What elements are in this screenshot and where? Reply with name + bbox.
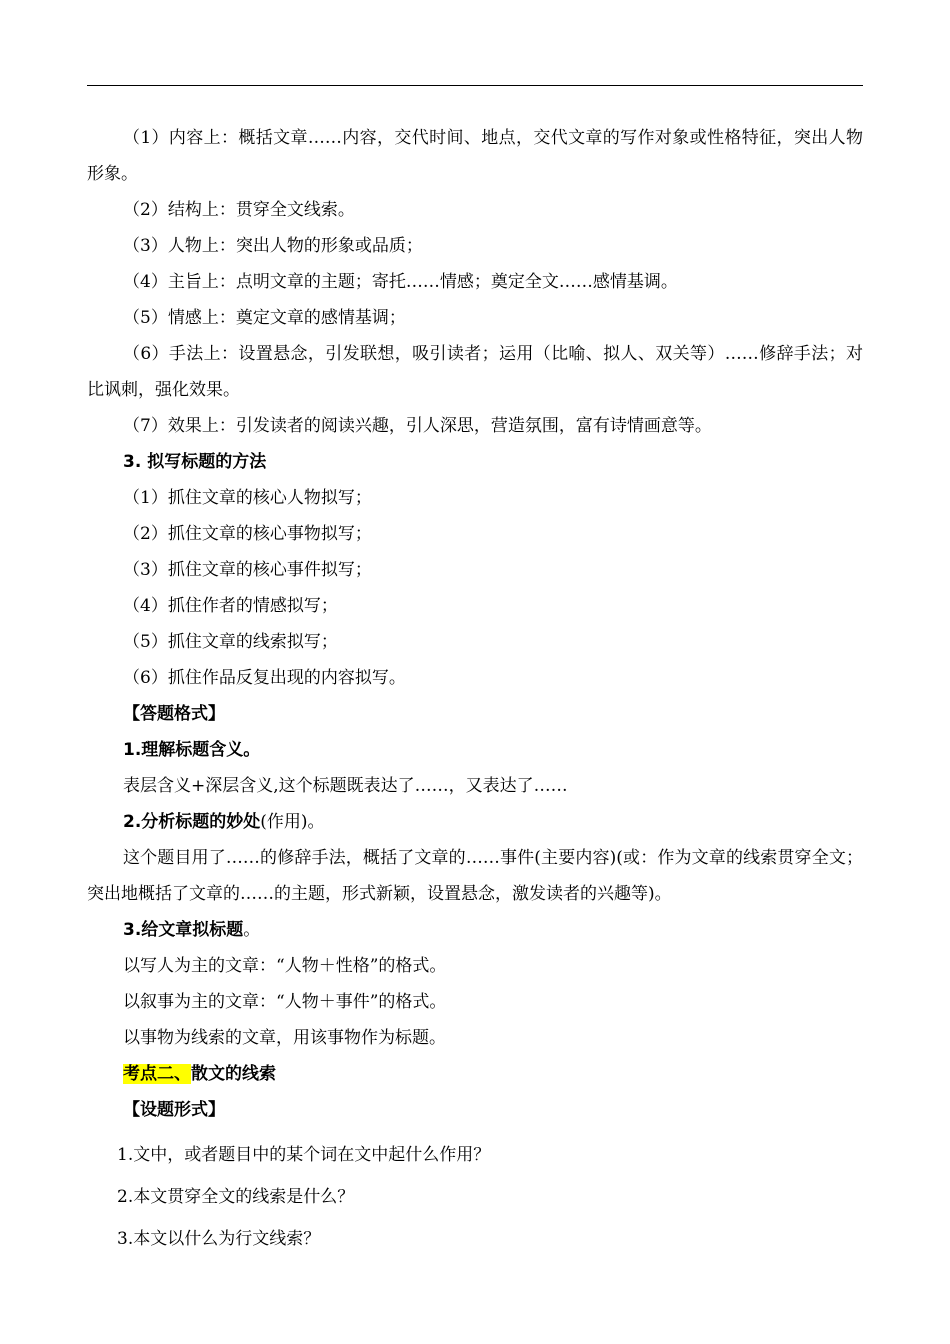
- answer-format-3-line: 以事物为线索的文章，用该事物作为标题。: [123, 1028, 446, 1048]
- method-item: （4）抓住作者的情感拟写；: [123, 596, 338, 616]
- answer-format-1-heading: 1.理解标题含义。: [123, 740, 261, 760]
- answer-format-2-heading-rest: (作用)。: [260, 812, 325, 832]
- answer-format-2-heading-bold: 2.分析标题的妙处: [123, 812, 261, 832]
- key-point-2-title: 散文的线索: [191, 1064, 276, 1084]
- function-item: （6）手法上：设置悬念，引发联想，吸引读者；运用（比喻、拟人、双关等）……修辞手法；对比讽刺，强化效果。: [87, 344, 863, 400]
- method-item: （2）抓住文章的核心事物拟写；: [123, 524, 372, 544]
- function-item: （2）结构上：贯穿全文线索。: [123, 200, 355, 220]
- question-item: 2.本文贯穿全文的线索是什么？: [117, 1187, 355, 1207]
- document-body: [87, 120, 863, 1260]
- method-item: （3）抓住文章的核心事件拟写；: [123, 560, 372, 580]
- method-item: （6）抓住作品反复出现的内容拟写。: [123, 668, 406, 688]
- header-rule: [87, 85, 863, 86]
- function-item: （1）内容上：概括文章……内容，交代时间、地点，交代文章的写作对象或性格特征，突出人物形象。: [87, 128, 863, 184]
- function-item: （7）效果上：引发读者的阅读兴趣，引人深思，营造氛围，富有诗情画意等。: [123, 416, 712, 436]
- method-item: （1）抓住文章的核心人物拟写；: [123, 488, 372, 508]
- key-point-2-heading: [87, 1056, 863, 1092]
- section-heading-methods: 3. 拟写标题的方法: [123, 452, 267, 472]
- answer-format-2-heading: [87, 804, 863, 840]
- key-point-2-highlight: 考点二、: [123, 1064, 191, 1084]
- answer-format-1-text: 表层含义+深层含义,这个标题既表达了……，又表达了……: [123, 776, 568, 796]
- function-item: （3）人物上：突出人物的形象或品质；: [123, 236, 423, 256]
- method-item: （5）抓住文章的线索拟写；: [123, 632, 338, 652]
- answer-format-heading: 【答题格式】: [123, 704, 225, 724]
- function-item: （5）情感上：奠定文章的感情基调；: [123, 308, 406, 328]
- answer-format-3-heading-rest: 。: [243, 920, 261, 940]
- answer-format-3-heading-bold: 3.给文章拟标题: [123, 920, 244, 940]
- question-item: 1.文中，或者题目中的某个词在文中起什么作用？: [117, 1145, 491, 1165]
- question-form-heading: 【设题形式】: [123, 1100, 225, 1120]
- answer-format-3-line: 以叙事为主的文章：“人物＋事件”的格式。: [123, 992, 447, 1012]
- function-item: （4）主旨上：点明文章的主题；寄托……情感；奠定全文……感情基调。: [123, 272, 678, 292]
- answer-format-3-heading: [87, 912, 863, 948]
- question-item: 3.本文以什么为行文线索？: [117, 1229, 321, 1249]
- answer-format-3-line: 以写人为主的文章：“人物＋性格”的格式。: [123, 956, 447, 976]
- answer-format-2-text: 这个题目用了……的修辞手法，概括了文章的……事件(主要内容)(或：作为文章的线索贯穿全文；突出地概括了文章的……的主题，形式新颖，设置悬念，激发读者的兴趣等)。: [87, 848, 863, 904]
